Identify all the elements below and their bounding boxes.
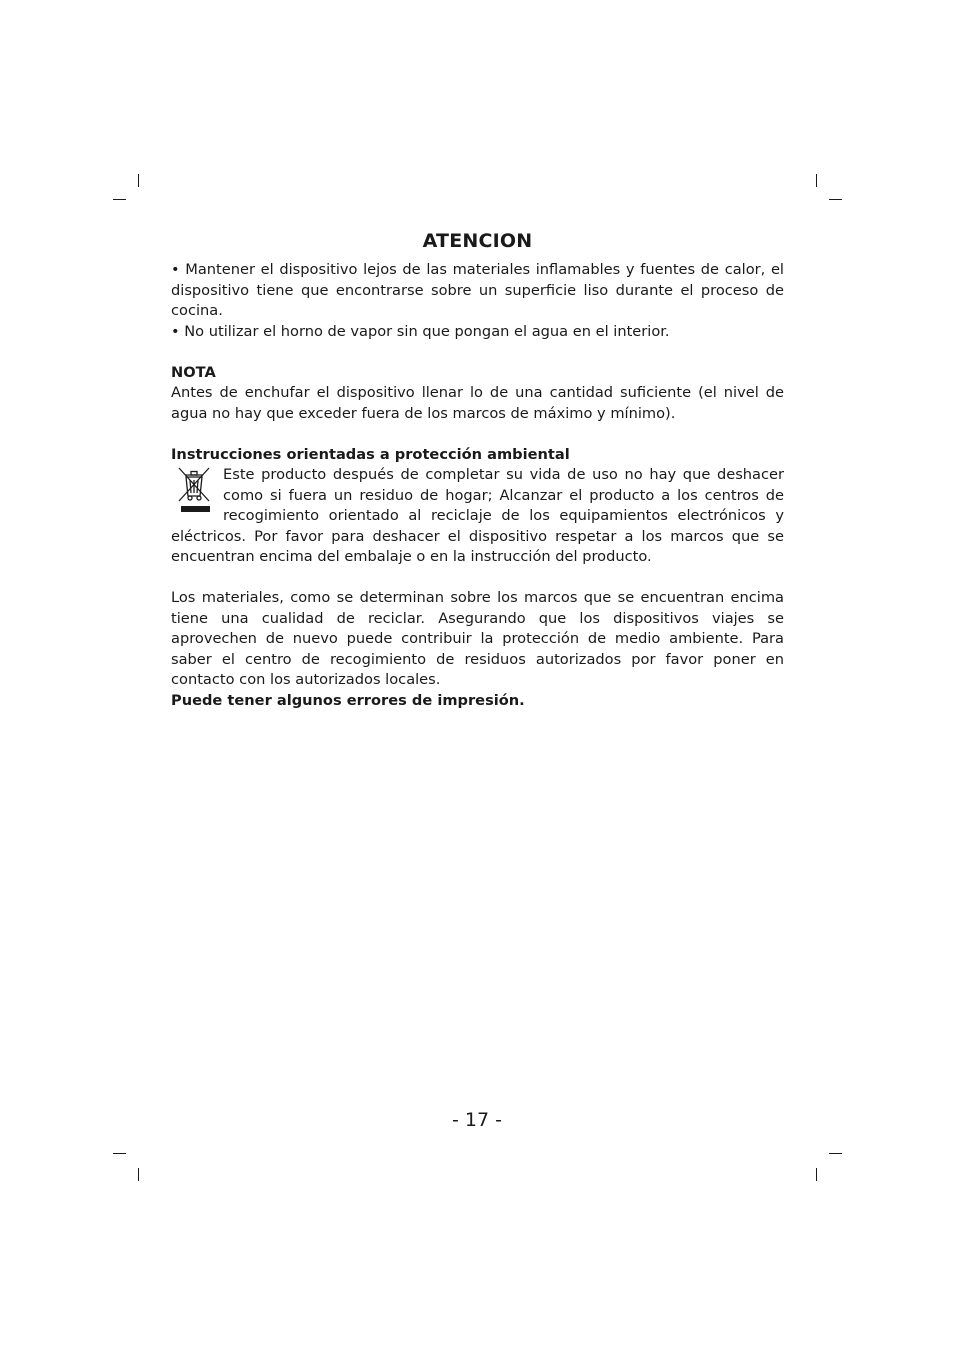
crop-mark-bottom-right-vertical [816,1168,817,1181]
crop-mark-top-right-horizontal [829,199,842,200]
crop-mark-top-right-vertical [816,174,817,187]
note-heading: NOTA [171,363,216,381]
crop-mark-bottom-left-horizontal [113,1153,126,1154]
environment-section [171,465,784,568]
environment-heading: Instrucciones orientadas a protección ambiental [171,445,570,463]
spacer [171,342,784,363]
crop-mark-bottom-left-vertical [138,1168,139,1181]
warning-item-heat: • Mantener el dispositivo lejos de las materiales inflamables y fuentes de calor, el dispositivo tiene que encontrarse sobre un superficie liso durante el proceso de cocina. [171,261,784,319]
page-content [171,226,784,711]
crop-mark-top-left-vertical [138,174,139,187]
note-text: Antes de enchufar el dispositivo llenar lo de una cantidad suficiente (el nivel de agua no hay que exceder fuera de los marcos de máximo y mínimo). [171,384,784,422]
environment-text: Este producto después de completar su vida de uso no hay que deshacer como si fuera un residuo de hogar; Alcanzar el producto a los centros de recogimiento orientado al reciclaje de los equipamientos electrónicos y eléctricos. Por favor para deshacer el dispositivo respetar a los marcos que se encuentran encima del embalaje o en la instrucción del producto. [171,466,784,565]
weee-crossed-bin-icon [171,465,217,519]
materials-text: Los materiales, como se determinan sobre los marcos que se encuentran encima tiene una cualidad de reciclar. Asegurando que los dispositivos viajes se aprovechen de nuevo puede contribuir la protección de medio ambiente. Para saber el centro de recogimiento de residuos autorizados por favor poner en contacto con los autorizados locales. [171,589,784,688]
spacer [171,568,784,589]
crop-mark-bottom-right-horizontal [829,1153,842,1154]
warning-item-water: • No utilizar el horno de vapor sin que pongan el agua en el interior. [171,322,670,340]
disclaimer-text: Puede tener algunos errores de impresión. [171,691,525,709]
page-number: - 17 - [452,1109,502,1131]
crop-mark-top-left-horizontal [113,199,126,200]
page-title: ATENCION [422,230,533,252]
spacer [171,424,784,445]
